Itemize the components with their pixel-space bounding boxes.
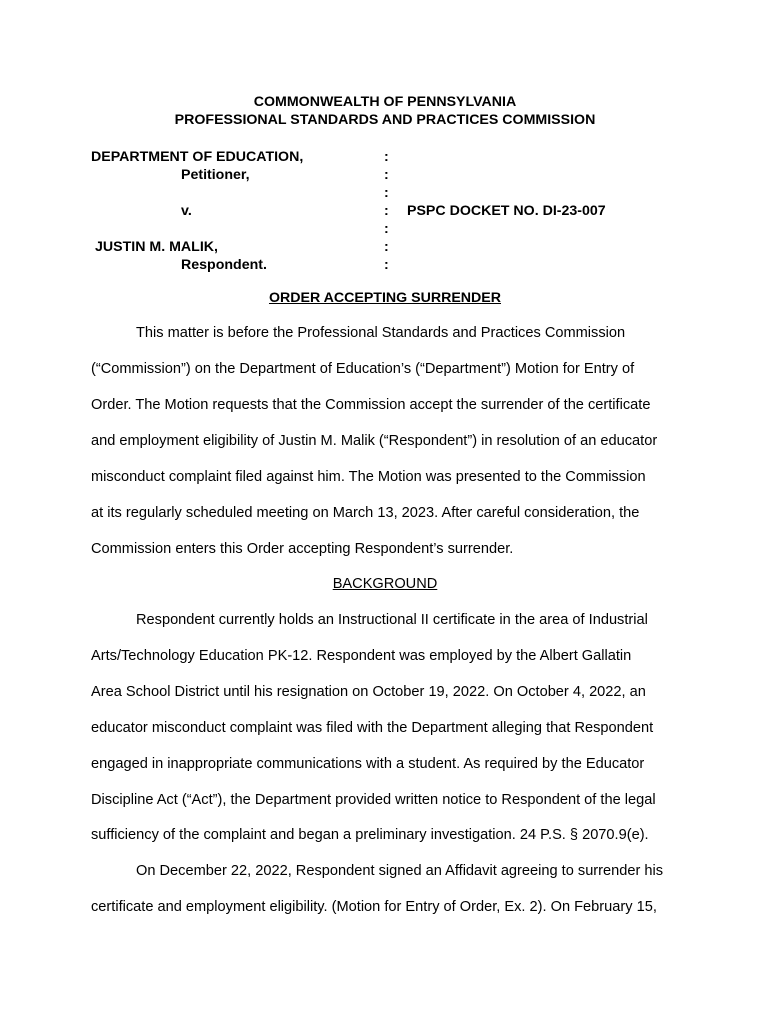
paragraph-line: educator misconduct complaint was filed with the Department alleging that Respondent	[91, 720, 654, 736]
paragraph-line: This matter is before the Professional Standards and Practices Commission	[136, 325, 626, 341]
paragraph-line: Respondent currently holds an Instructional II certificate in the area of Industrial	[136, 612, 648, 628]
paragraph-line: (“Commission”) on the Department of Education’s (“Department”) Motion for Entry of	[91, 361, 635, 377]
paragraph-line: certificate and employment eligibility. (Motion for Entry of Order, Ex. 2). On February 15,	[91, 899, 657, 915]
paragraph-line: engaged in inappropriate communications with a student. As required by the Educator	[91, 756, 645, 772]
petitioner-role: Petitioner,	[181, 167, 250, 183]
header-line-1: COMMONWEALTH OF PENNSYLVANIA	[253, 94, 517, 110]
petitioner-name: DEPARTMENT OF EDUCATION,	[91, 149, 304, 165]
caption-colon: :	[384, 185, 389, 201]
paragraph-line: Order. The Motion requests that the Commission accept the surrender of the certificate	[91, 397, 651, 413]
caption-colon: :	[384, 257, 389, 273]
paragraph-line: misconduct complaint filed against him. The Motion was presented to the Commission	[91, 469, 646, 485]
paragraph-line: sufficiency of the complaint and began a preliminary investigation. 24 P.S. § 2070.9(e).	[91, 827, 649, 843]
paragraph-line: Commission enters this Order accepting Respondent’s surrender.	[91, 541, 514, 557]
header-line-2: PROFESSIONAL STANDARDS AND PRACTICES COMMISSION	[174, 112, 596, 128]
paragraph-line: at its regularly scheduled meeting on March 13, 2023. After careful consideration, the	[91, 505, 640, 521]
caption-colon: :	[384, 239, 389, 255]
respondent-name: JUSTIN M. MALIK,	[95, 239, 218, 255]
order-title: ORDER ACCEPTING SURRENDER	[268, 290, 501, 306]
paragraph-line: and employment eligibility of Justin M. Malik (“Respondent”) in resolution of an educator	[91, 433, 658, 449]
caption-colon: :	[384, 167, 389, 183]
paragraph-line: Arts/Technology Education PK-12. Respondent was employed by the Albert Gallatin	[91, 648, 632, 664]
caption-colon: :	[384, 203, 389, 219]
caption-colon: :	[384, 149, 389, 165]
paragraph-line: On December 22, 2022, Respondent signed an Affidavit agreeing to surrender his	[136, 863, 664, 879]
background-heading: BACKGROUND	[332, 576, 438, 592]
paragraph-line: Area School District until his resignation on October 19, 2022. On October 4, 2022, an	[91, 684, 646, 700]
paragraph-line: Discipline Act (“Act”), the Department provided written notice to Respondent of the legal	[91, 792, 656, 808]
docket-number: PSPC DOCKET NO. DI-23-007	[407, 203, 606, 219]
respondent-role: Respondent.	[181, 257, 267, 273]
caption-colon: :	[384, 221, 389, 237]
versus-label: v.	[181, 203, 192, 219]
